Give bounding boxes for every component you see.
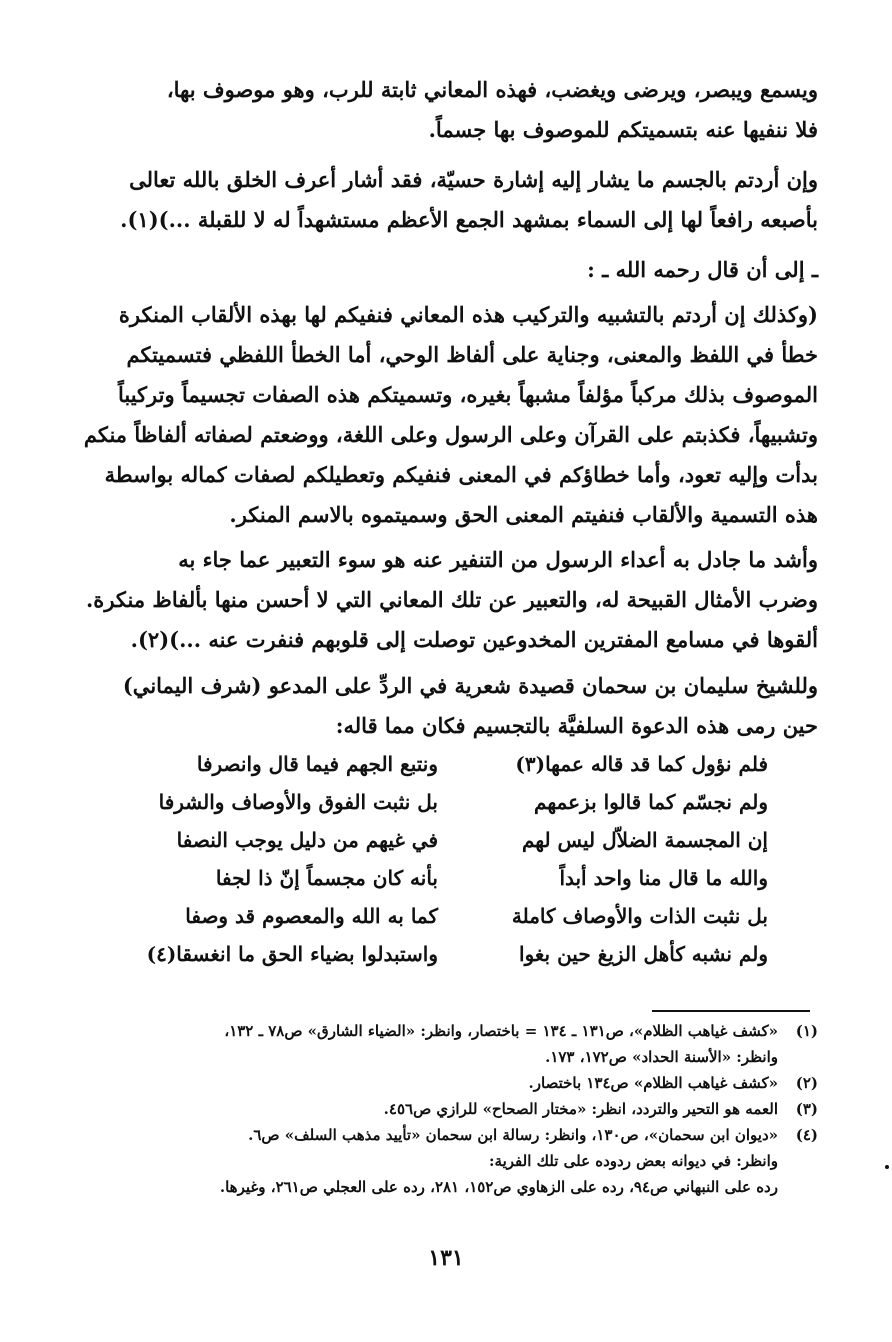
text-line: وأشد ما جادل به أعداء الرسول من التنفير عنه هو سوء التعبير عما جاء به [178, 547, 818, 572]
scan-mark [885, 1165, 889, 1169]
footnote-text: «كشف غياهب الظلام»، ص١٣١ ـ ١٣٤ = باختصار، وانظر: «الضياء الشارق» ص٧٨ ـ ١٣٢، [224, 1022, 778, 1040]
poem-first-hemistich: بل نثبت الذات والأوصاف كاملة [511, 904, 768, 928]
text-line: بدأت وإليه تعود، وأما خطاؤكم في المعنى فنفيكم وتعطيلكم لصفات كماله بواسطة [104, 462, 818, 487]
text-line: فلا ننفيها عنه بتسميتكم للموصوف بها جسماً. [428, 117, 818, 142]
paragraph-2 [118, 160, 818, 240]
poem-verse [118, 752, 818, 790]
poem-second-hemistich: بأنه كان مجسماً إنّ ذا لجفا [215, 866, 438, 890]
poem-verse [118, 790, 818, 828]
footnote-text: وانظر: في ديوانه بعض ردوده على تلك الفرية: [489, 1152, 778, 1170]
poem-second-hemistich: في غيهم من دليل يوجب النصفا [176, 828, 438, 852]
footnote-number: (١) [795, 1022, 818, 1040]
footnote-text: العمه هو التحير والتردد، انظر: «مختار الصحاح» للرازي ص٤٥٦. [383, 1100, 778, 1118]
paragraph-5 [118, 666, 818, 746]
poem-verse [118, 866, 818, 904]
text-line: وضرب الأمثال القبيحة له، والتعبير عن تلك المعاني التي لا أحسن منها بألفاظ منكرة. [86, 587, 818, 612]
transition-line [118, 250, 818, 290]
footnote [112, 1044, 818, 1070]
footnote-number [778, 1044, 818, 1070]
paragraph-3 [83, 295, 818, 535]
footnote-number [778, 1174, 818, 1200]
text-line: (وكذلك إن أردتم بالتشبيه والتركيب هذه المعاني فنفيكم لها بهذه الألقاب المنكرة [118, 302, 818, 327]
text-line: الموصوف بذلك مركباً مؤلفاً مشبهاً بغيره، وتسميتكم هذه الصفات تجسيماً وتركيباً [117, 382, 818, 407]
poem-second-hemistich: ونتبع الجهم فيما قال وانصرفا [196, 752, 438, 776]
paragraph-1 [118, 70, 818, 150]
footnote [112, 1148, 818, 1174]
poem [118, 752, 818, 984]
footnote [112, 1070, 818, 1096]
poem-second-hemistich: كما به الله والمعصوم قد وصفا [185, 904, 438, 928]
footnote-text: رده على النبهاني ص٩٤، رده على الزهاوي ص١٥٢، ٢٨١، رده على العجلي ص٢٦١، وغيرها. [219, 1178, 778, 1196]
footnote-number [778, 1148, 818, 1174]
footnotes [112, 1018, 818, 1200]
footnote-text: وانظر: «الأسنة الحداد» ص١٧٢، ١٧٣. [545, 1048, 778, 1066]
poem-verse [118, 904, 818, 942]
poem-second-hemistich: بل نثبت الفوق والأوصاف والشرفا [158, 790, 438, 814]
footnote-number: (٣) [795, 1100, 818, 1118]
paragraph-4 [86, 540, 818, 660]
text-line: وللشيخ سليمان بن سحمان قصيدة شعرية في الردِّ على المدعو (شرف اليماني) [122, 673, 818, 698]
poem-verse [118, 828, 818, 866]
text-line: وتشبيهاً، فكذبتم على القرآن وعلى الرسول وعلى اللغة، ووضعتم لصفاته ألفاظاً منكم [83, 422, 818, 447]
poem-second-hemistich: واستبدلوا بضياء الحق ما انغسقا(٤) [146, 942, 438, 966]
text-line: ـ إلى أن قال رحمه الله ـ : [587, 257, 818, 282]
poem-verse [118, 942, 818, 980]
footnote-text: «ديوان ابن سحمان»، ص١٣٠، وانظر: رسالة ابن سحمان «تأييد مذهب السلف» ص٦. [248, 1126, 778, 1144]
text-line: بأصبعه رافعاً لها إلى السماء بمشهد الجمع الأعظم مستشهداً له لا للقبلة ...)(١). [120, 207, 818, 232]
text-line: خطأ في اللفظ والمعنى، وجناية على ألفاظ الوحي، أما الخطأ اللفظي فتسميتكم [126, 342, 818, 367]
footnote [112, 1174, 818, 1200]
footnote [112, 1122, 818, 1148]
text-line: حين رمى هذه الدعوة السلفيَّة بالتجسيم فكان مما قاله: [335, 713, 818, 738]
poem-first-hemistich: والله ما قال منا واحد أبداً [559, 866, 768, 890]
text-line: هذه التسمية والألقاب فنفيتم المعنى الحق وسميتموه بالاسم المنكر. [229, 502, 818, 527]
footnote [112, 1096, 818, 1122]
poem-first-hemistich: فلم نؤول كما قد قاله عمها(٣) [515, 752, 768, 776]
poem-first-hemistich: إن المجسمة الضلاّل ليس لهم [521, 828, 768, 852]
text-line: ويسمع ويبصر، ويرضى ويغضب، فهذه المعاني ثابتة للرب، وهو موصوف بها، [166, 77, 818, 102]
footnote-separator [652, 1010, 810, 1012]
footnote-number: (٢) [795, 1074, 818, 1092]
footnote-number: (٤) [795, 1126, 818, 1144]
footnote [112, 1018, 818, 1044]
page-number: ١٣١ [428, 1245, 464, 1271]
poem-first-hemistich: ولم نشبه كأهل الزيغ حين بغوا [519, 942, 768, 966]
text-line: ألقوها في مسامع المفترين المخدوعين توصلت إلى قلوبهم فنفرت عنه ...)(٢). [130, 627, 818, 652]
text-line: وإن أردتم بالجسم ما يشار إليه إشارة حسيّة، فقد أشار أعرف الخلق بالله تعالى [129, 167, 818, 192]
poem-first-hemistich: ولم نجسّم كما قالوا بزعمهم [534, 790, 768, 814]
footnote-text: «كشف غياهب الظلام» ص١٣٤ باختصار. [528, 1074, 778, 1092]
